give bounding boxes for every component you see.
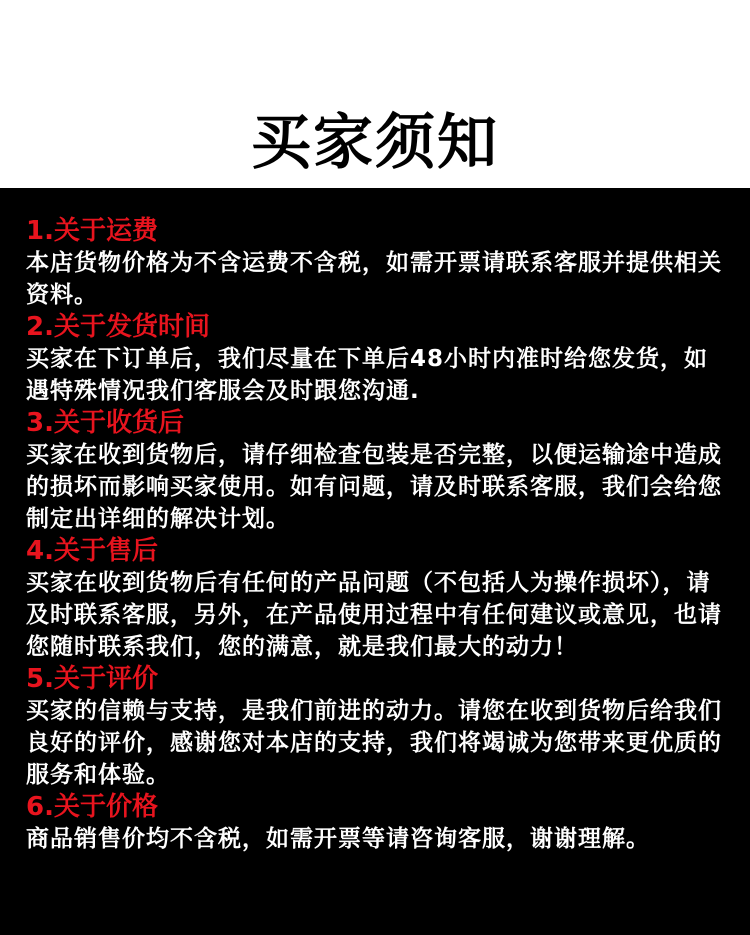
section-body: 本店货物价格为不含运费不含税，如需开票请联系客服并提供相关资料。 <box>26 250 722 308</box>
section-body: 买家在收到货物后有任何的产品问题（不包括人为操作损坏），请及时联系客服，另外，在产品使用过程中有任何建议或意见，也请您随时联系我们，您的满意，就是我们最大的动力！ <box>26 570 722 660</box>
section-after-sales <box>26 535 730 663</box>
section-heading: 2.关于发货时间 <box>26 312 210 342</box>
section-body: 商品销售价均不含税，如需开票等请咨询客服，谢谢理解。 <box>26 826 650 852</box>
page-title: 买家须知 <box>251 108 499 178</box>
section-heading: 6.关于价格 <box>26 792 158 822</box>
section-heading: 4.关于售后 <box>26 536 158 566</box>
section-body: 买家在收到货物后，请仔细检查包装是否完整，以便运输途中造成的损坏而影响买家使用。如有问题，请及时联系客服，我们会给您制定出详细的解决计划。 <box>26 442 722 532</box>
section-after-receipt <box>26 407 730 535</box>
section-body: 买家在下订单后，我们尽量在下单后48小时内准时给您发货，如遇特殊情况我们客服会及时跟您沟通. <box>26 346 709 404</box>
section-review <box>26 663 730 791</box>
section-shipping-fee <box>26 215 730 311</box>
notice-panel <box>0 188 750 935</box>
header <box>0 0 750 188</box>
section-heading: 3.关于收货后 <box>26 408 184 438</box>
section-price <box>26 791 730 855</box>
section-heading: 1.关于运费 <box>26 216 158 246</box>
section-heading: 5.关于评价 <box>26 664 158 694</box>
section-delivery-time <box>26 311 730 407</box>
section-body: 买家的信赖与支持，是我们前进的动力。请您在收到货物后给我们良好的评价，感谢您对本店的支持，我们将竭诚为您带来更优质的服务和体验。 <box>26 698 722 788</box>
